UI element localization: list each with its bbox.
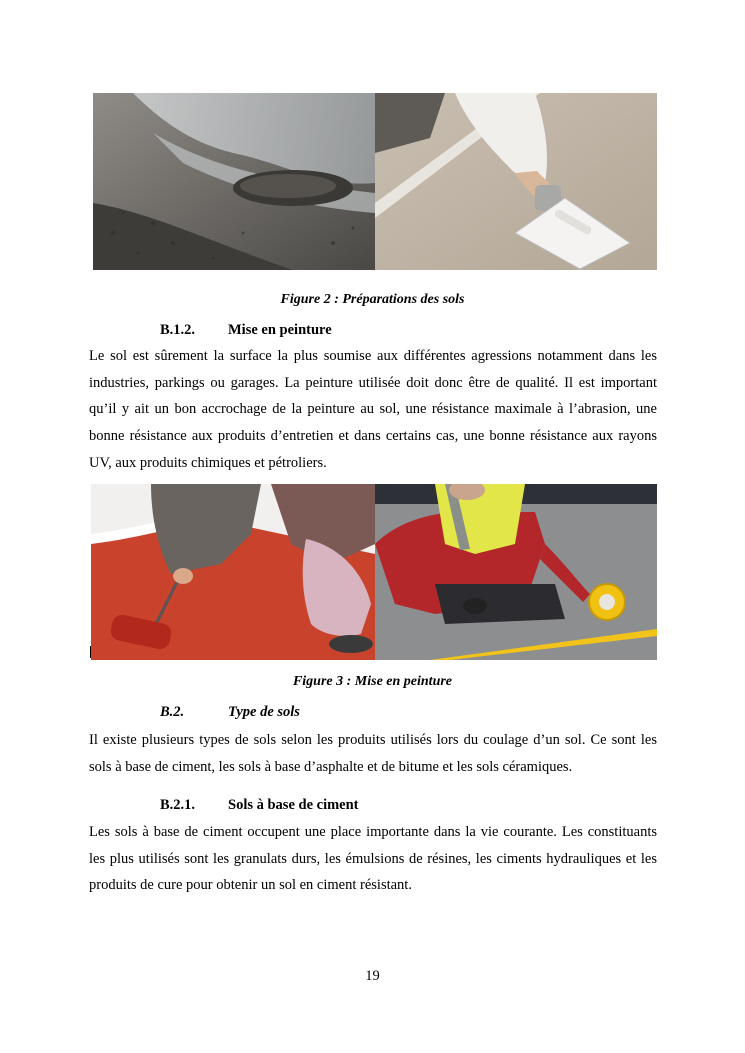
paragraph-type-de-sols: Il existe plusieurs types de sols selon les produits utilisés lors du coulage d’un sol. Ce sont les sols à base de ciment, les sols à base d’asphalte et de bitume et les sols céramiques. <box>89 732 657 775</box>
concrete-trowel-photo-icon <box>375 93 657 270</box>
page-number: 19 <box>365 968 380 984</box>
red-floor-roller-photo-icon <box>91 484 375 660</box>
section-title: Mise en peinture <box>228 322 332 338</box>
paragraph-sols-ciment: Les sols à base de ciment occupent une place importante dans la vie courante. Les constituants les plus utilisés sont les granulats durs, les émulsions de résines, les ciments hydrauliques et les produits de cure pour obtenir un sol en ciment résistant. <box>89 824 657 894</box>
yellow-tape-road-photo-icon <box>375 484 657 660</box>
section-heading-b21 <box>160 797 359 814</box>
figure-3-caption: Figure 3 : Mise en peinture <box>292 674 453 689</box>
paragraph-mise-en-peinture: Le sol est sûrement la surface la plus soumise aux différentes agressions notamment dans les industries, parkings ou garages. La peinture utilisée doit donc être de qualité. Il est important qu’il y ait un bon accrochage de la peinture au sol, une résistance maximale à l’abrasion, une bonne résistance aux produits d’entretien et dans certains cas, une bonne résistance aux rayons UV, aux produits chimiques et pétroliers. <box>89 348 657 471</box>
figure-3-image-right <box>375 484 657 660</box>
asphalt-pothole-photo-icon <box>93 93 375 270</box>
section-title: Sols à base de ciment <box>228 797 359 813</box>
figure-3-image-left <box>91 484 375 660</box>
figure-2-caption: Figure 2 : Préparations des sols <box>280 292 465 307</box>
section-number: B.2.1. <box>160 797 196 813</box>
figure-2-image-right <box>375 93 657 270</box>
section-heading-b12 <box>160 322 332 339</box>
section-title: Type de sols <box>228 704 300 720</box>
section-number: B.1.2. <box>160 322 196 338</box>
figure-2-image-left <box>93 93 375 270</box>
text-cursor <box>90 646 91 658</box>
section-heading-b2 <box>160 704 300 721</box>
section-number: B.2. <box>160 704 185 720</box>
